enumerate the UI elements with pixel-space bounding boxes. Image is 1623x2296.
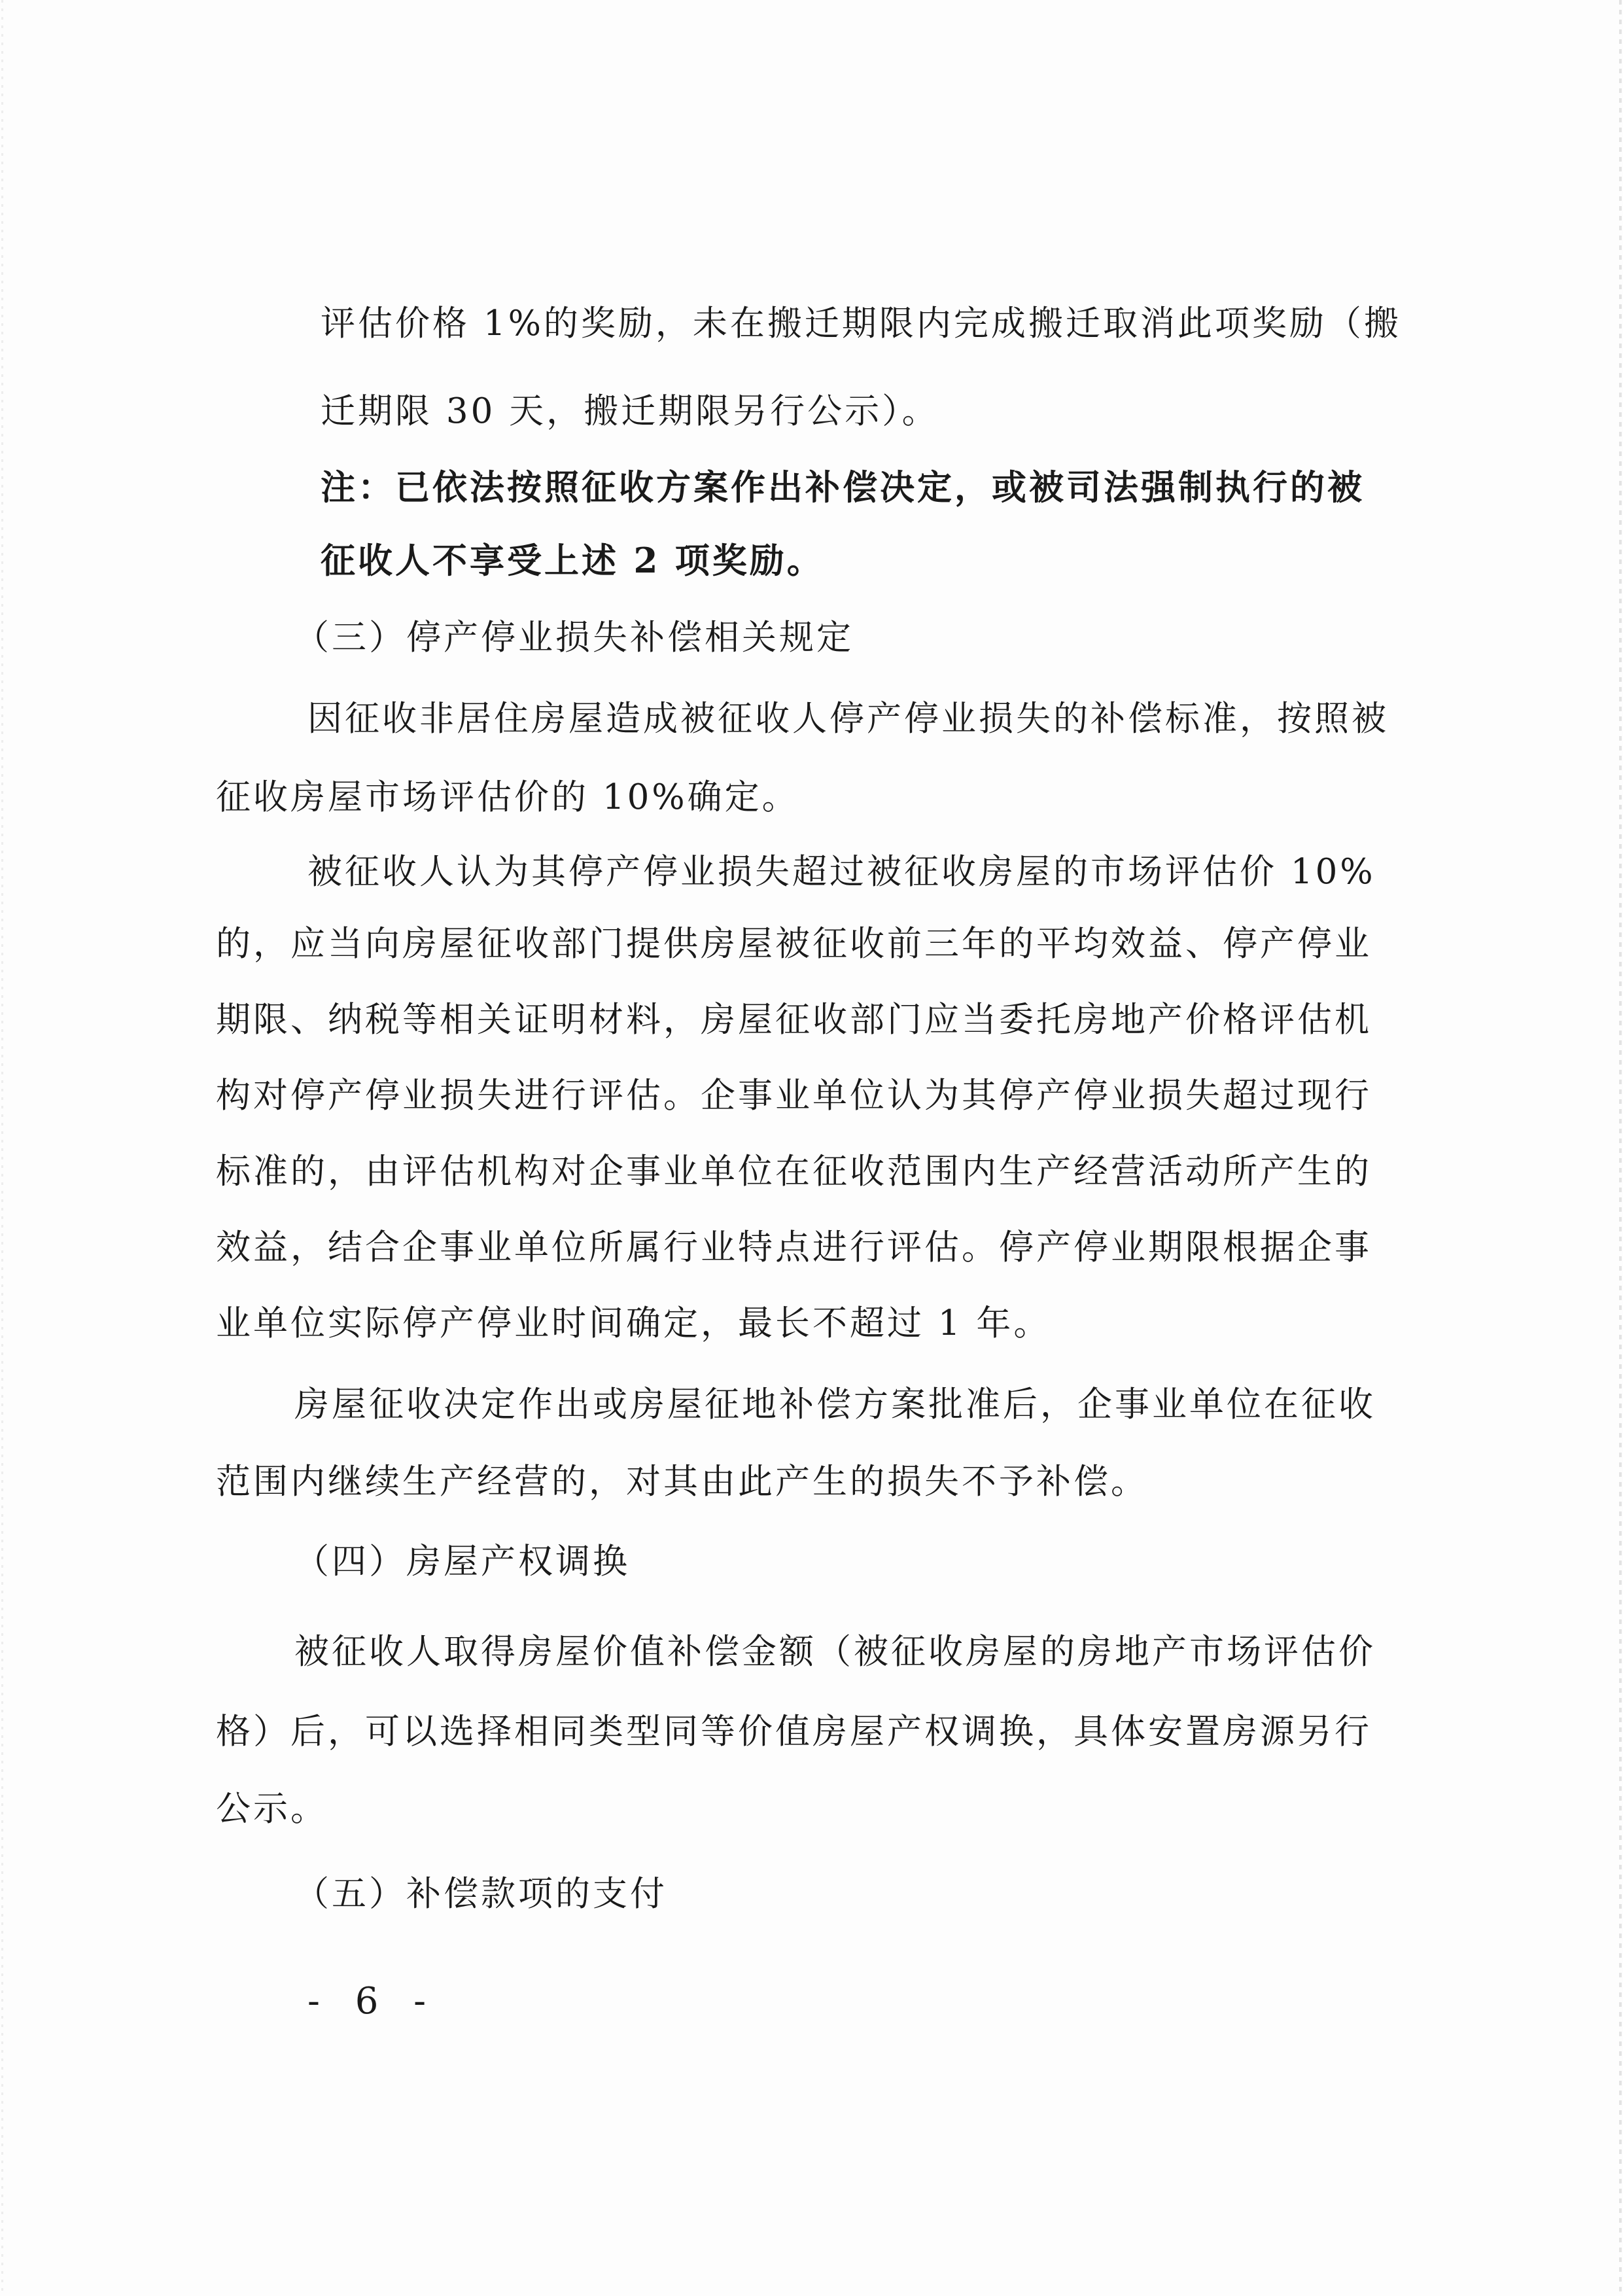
- text-line-7: 征收房屋市场评估价的 10%确定。: [216, 777, 799, 817]
- section-heading-5: （五）补偿款项的支付: [294, 1874, 667, 1914]
- text-line-8: 被征收人认为其停产停业损失超过被征收房屋的市场评估价 10%: [307, 852, 1376, 892]
- text-line-16: 范围内继续生产经营的，对其由此产生的损失不予补偿。: [216, 1462, 1148, 1502]
- note-line-1: 注：已依法按照征收方案作出补偿决定，或被司法强制执行的被: [321, 467, 1365, 508]
- text-line-10: 期限、纳税等相关证明材料，房屋征收部门应当委托房地产价格评估机: [216, 1000, 1372, 1040]
- section-heading-3: （三）停产停业损失补偿相关规定: [294, 618, 854, 658]
- text-line-13: 效益，结合企事业单位所属行业特点进行评估。停产停业期限根据企事: [216, 1227, 1372, 1267]
- text-line-11: 构对停产停业损失进行评估。企事业单位认为其停产停业损失超过现行: [216, 1076, 1372, 1116]
- text-line-6: 因征收非居住房屋造成被征收人停产停业损失的补偿标准，按照被: [307, 699, 1389, 739]
- text-line-14: 业单位实际停产停业时间确定，最长不超过 1 年。: [216, 1303, 1051, 1343]
- note-line-2: 征收人不享受上述 2 项奖励。: [321, 540, 824, 581]
- text-line-1: 评估价格 1%的奖励，未在搬迁期限内完成搬迁取消此项奖励（搬: [321, 304, 1401, 344]
- scan-edge-right: [1619, 0, 1622, 2296]
- text-line-2: 迁期限 30 天，搬迁期限另行公示）。: [321, 391, 939, 431]
- text-line-19: 格）后，可以选择相同类型同等价值房屋产权调换，具体安置房源另行: [216, 1712, 1372, 1752]
- text-line-15: 房屋征收决定作出或房屋征地补偿方案批准后，企事业单位在征收: [294, 1385, 1376, 1424]
- text-line-20: 公示。: [216, 1789, 328, 1829]
- text-line-9: 的，应当向房屋征收部门提供房屋被征收前三年的平均效益、停产停业: [216, 924, 1372, 964]
- section-heading-4: （四）房屋产权调换: [294, 1542, 630, 1581]
- text-line-18: 被征收人取得房屋价值补偿金额（被征收房屋的房地产市场评估价: [294, 1632, 1376, 1672]
- text-line-12: 标准的，由评估机构对企事业单位在征收范围内生产经营活动所产生的: [216, 1152, 1372, 1192]
- scan-edge-left: [1, 0, 3, 2296]
- page-number: - 6 -: [307, 1980, 438, 2022]
